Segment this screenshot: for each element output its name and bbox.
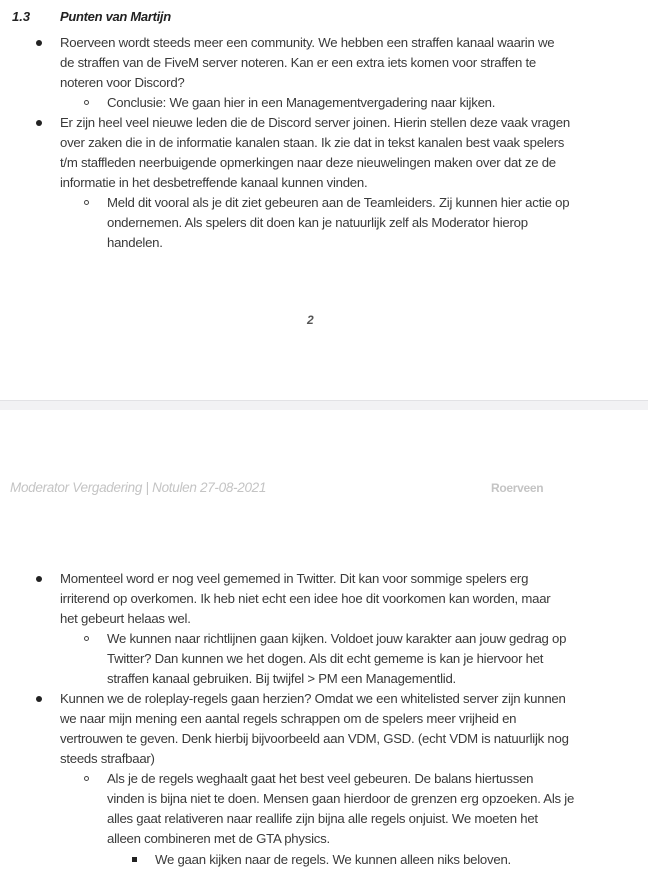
sub-item-line: vinden is bijna niet te doen. Mensen gaan hierdoor de grenzen erg opzoeken. Als je	[107, 791, 575, 806]
bullet-disc-icon	[36, 120, 42, 126]
sub-item-line: Als je de regels weghaalt gaat het best veel gebeuren. De balans hiertussen	[107, 771, 534, 786]
sub-item-line: handelen.	[107, 235, 163, 250]
list-item-line: Momenteel word er nog veel gememed in Twitter. Dit kan voor sommige spelers erg	[60, 571, 529, 586]
list-item-line: informatie in het desbetreffende kanaal kunnen vinden.	[60, 175, 368, 190]
bullet-disc-icon	[36, 40, 42, 46]
section-title: Punten van Martijn	[60, 9, 171, 24]
list-item-line: Er zijn heel veel nieuwe leden die de Discord server joinen. Hierin stellen deze vaak vragen	[60, 115, 570, 130]
list-item-line: vertrouwen te geven. Denk hierbij bijvoorbeeld aan VDM, GSD. (echt VDM is natuurlijk nog	[60, 731, 569, 746]
page-header-brand: Roerveen	[491, 481, 544, 495]
sub-item-line: straffen kanaal gebruiken. Bij twijfel > PM een Managementlid.	[107, 671, 456, 686]
list-item-line: over zaken die in de informatie kanalen staan. Ik zie dat in tekst kanalen best vaak spelers	[60, 135, 565, 150]
page-header-title: Moderator Vergadering | Notulen 27-08-2021	[10, 480, 267, 495]
list-item-line: steeds strafbaar)	[60, 751, 155, 766]
sub-item-line: alles gaat relativeren naar reallife zijn bijna alle regels onjuist. We moeten het	[107, 811, 538, 826]
list-item-line: irriterend op overkomen. Ik heb niet echt een idee hoe dit voorkomen kan worden, maar	[60, 591, 551, 606]
list-item-line: het gebeurt helaas wel.	[60, 611, 191, 626]
subsub-item-line: We gaan kijken naar de regels. We kunnen alleen niks beloven.	[155, 852, 511, 867]
bullet-circle-icon	[84, 636, 89, 641]
bullet-circle-icon	[84, 100, 89, 105]
list-item-line: t/m staffleden neerbuigende opmerkingen naar deze nieuwelingen maken over dat ze de	[60, 155, 556, 170]
bullet-disc-icon	[36, 696, 42, 702]
bullet-circle-icon	[84, 200, 89, 205]
section-number: 1.3	[12, 9, 31, 24]
sub-item-line: alleen combineren met de GTA physics.	[107, 831, 330, 846]
bullet-disc-icon	[36, 576, 42, 582]
sub-item-line: ondernemen. Als spelers dit doen kan je natuurlijk zelf als Moderator hierop	[107, 215, 528, 230]
list-item-line: de straffen van de FiveM server noteren. Kan er een extra iets komen voor straffen te	[60, 55, 536, 70]
list-item-line: noteren voor Discord?	[60, 75, 185, 90]
sub-item-line: Meld dit vooral als je dit ziet gebeuren aan de Teamleiders. Zij kunnen hier actie op	[107, 195, 570, 210]
list-item-line: we naar mijn mening een aantal regels schrappen om de spelers meer vrijheid en	[60, 711, 517, 726]
bullet-circle-icon	[84, 776, 89, 781]
sub-item-line: We kunnen naar richtlijnen gaan kijken. Voldoet jouw karakter aan jouw gedrag op	[107, 631, 567, 646]
page-break	[0, 400, 648, 410]
sub-item-line: Conclusie: We gaan hier in een Managementvergadering naar kijken.	[107, 95, 496, 110]
document-page-2	[0, 410, 648, 880]
page-number: 2	[307, 313, 314, 327]
list-item-line: Roerveen wordt steeds meer een community. We hebben een straffen kanaal waarin we	[60, 35, 555, 50]
document-page-1	[0, 0, 648, 400]
sub-item-line: Twitter? Dan kunnen we het dogen. Als dit echt gememe is kan je hiervoor het	[107, 651, 544, 666]
bullet-square-icon	[132, 857, 137, 862]
list-item-line: Kunnen we de roleplay-regels gaan herzien? Omdat we een whitelisted server zijn kunnen	[60, 691, 566, 706]
